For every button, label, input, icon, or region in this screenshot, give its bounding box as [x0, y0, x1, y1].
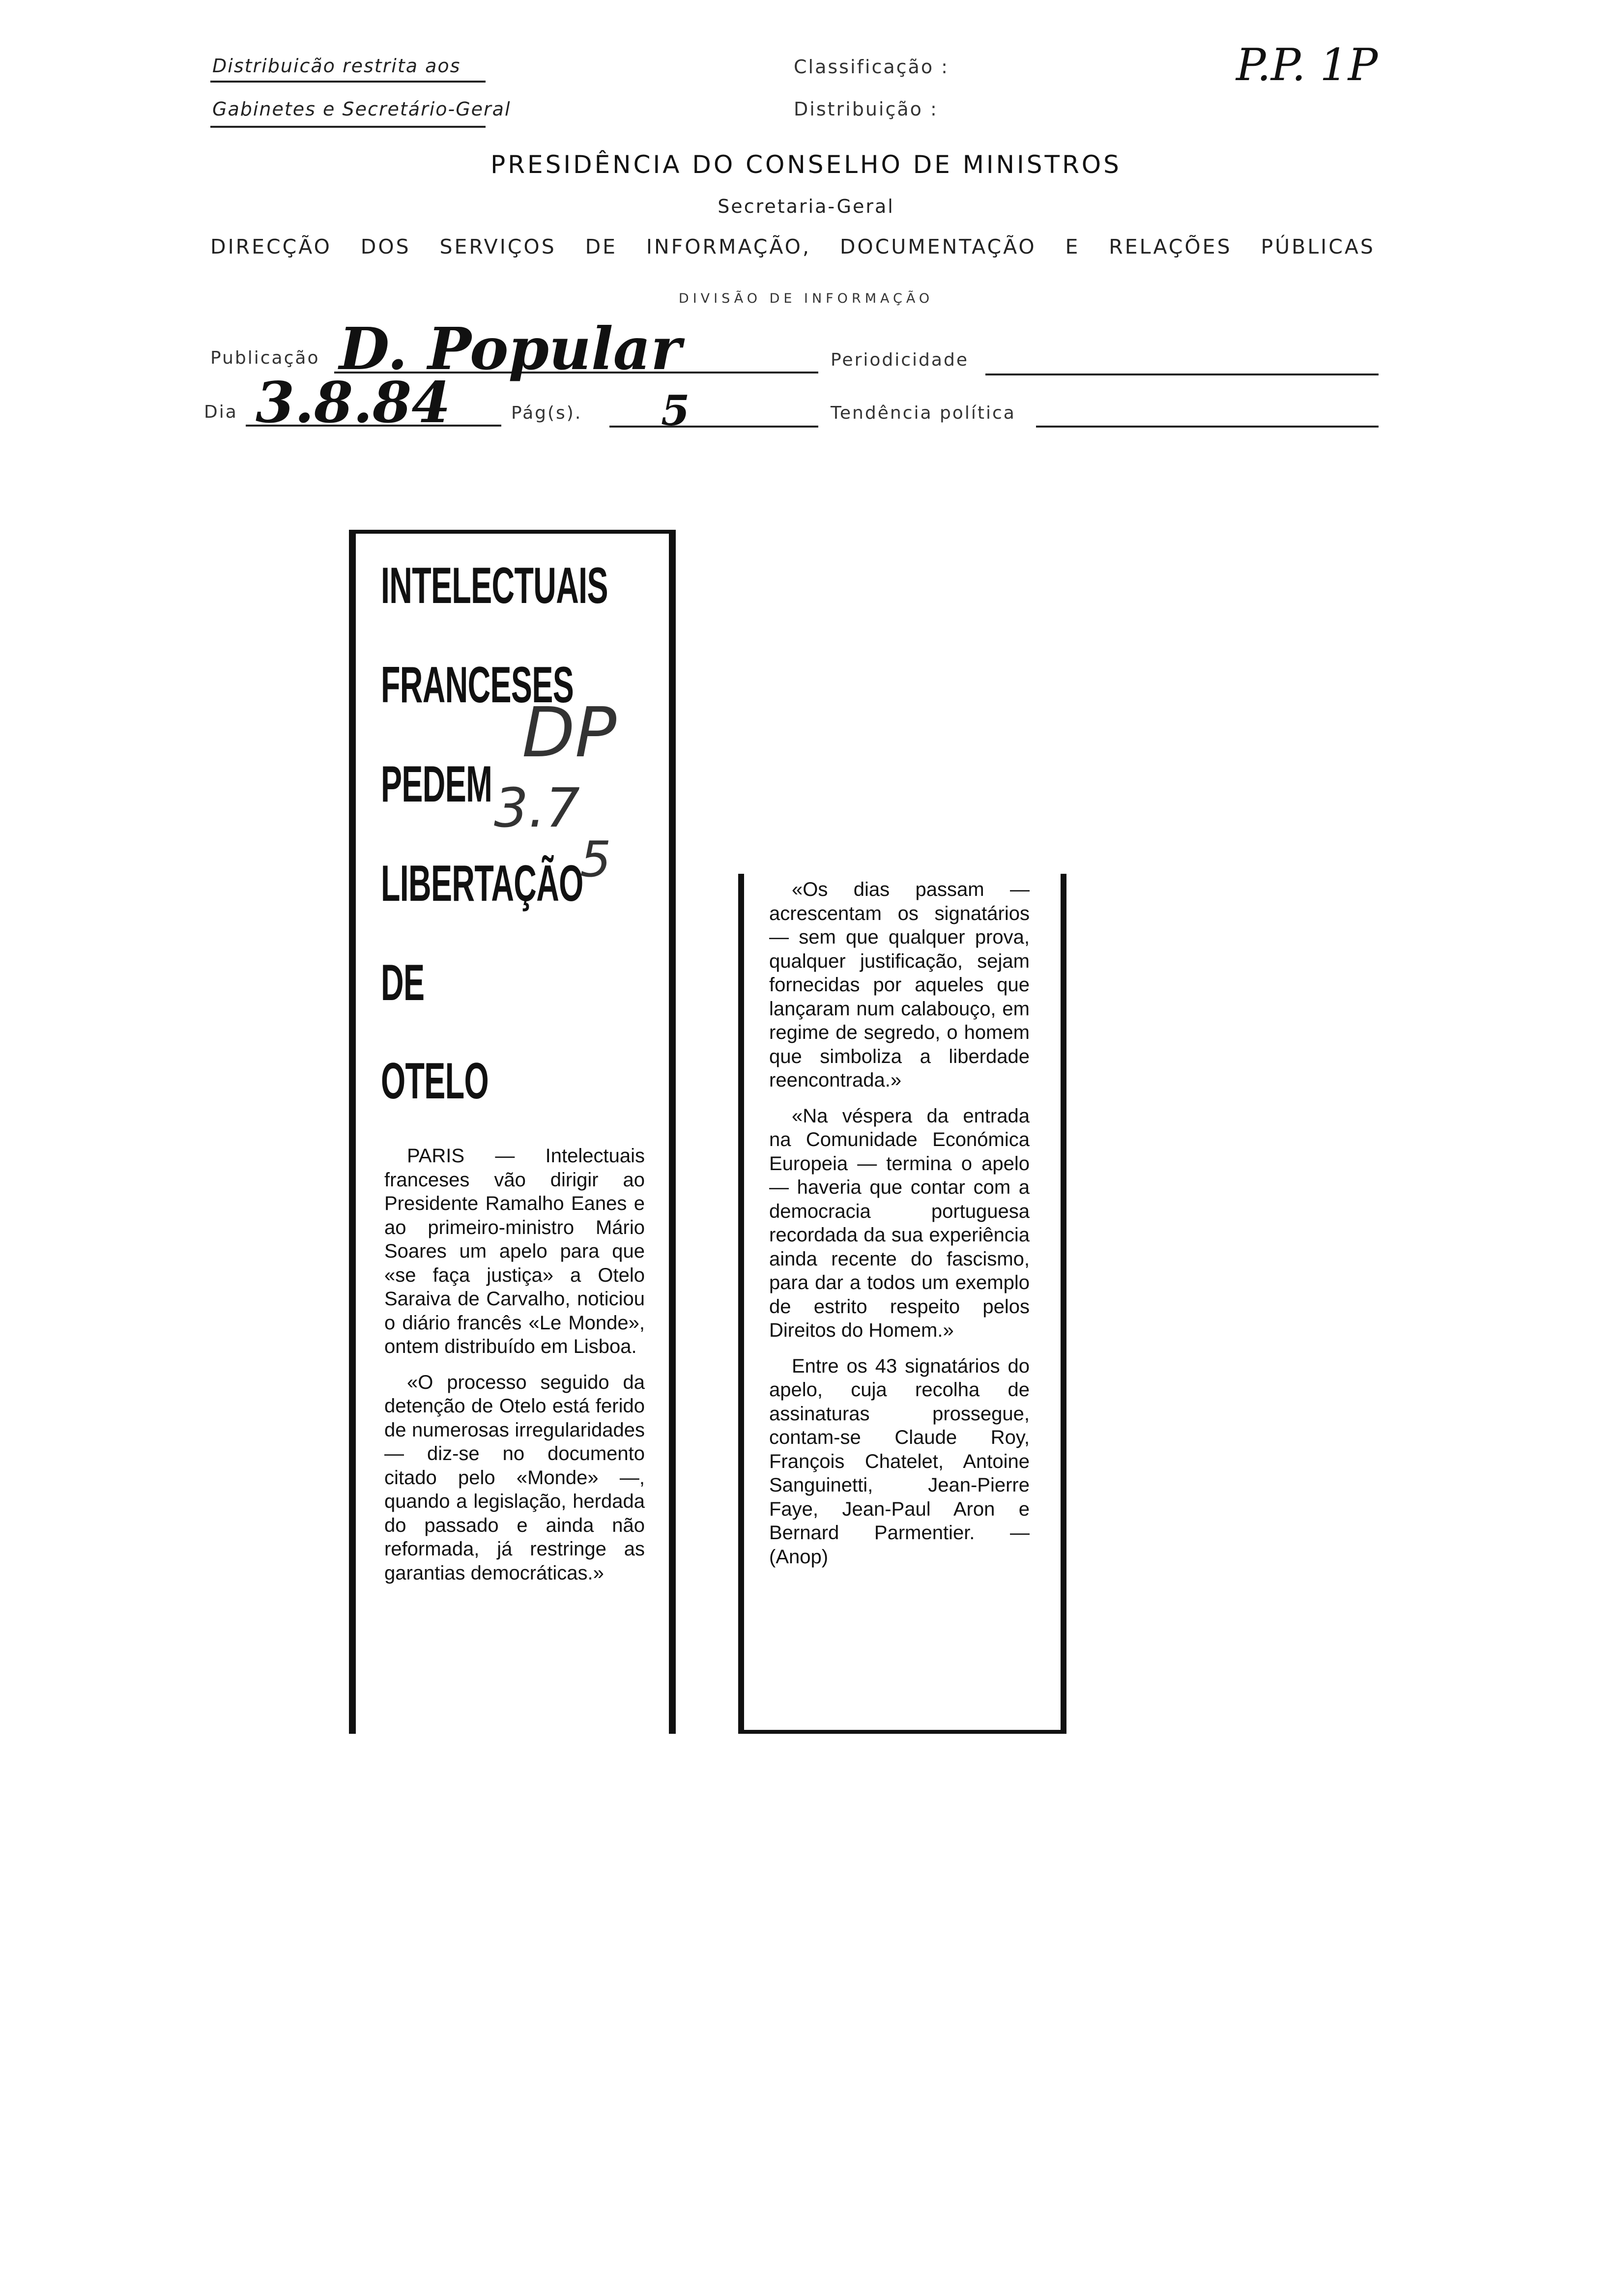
directorate-word: DE [585, 235, 618, 258]
article-paragraph: «Na véspera da entrada na Comunidade Económica Europeia — termina o apelo — haveria que contar com a democracia portuguesa recordada da sua experiência ainda recente do fascismo, para dar a todos um exemplo de estrito respeito pelos Direitos do Homem.» [769, 1105, 1030, 1341]
publication-label: Publicação [210, 348, 320, 368]
directorate-word: DOCUMENTAÇÃO [839, 235, 1036, 258]
article-paragraph: «Os dias passam — acrescentam os signatários — sem que qualquer prova, qualquer justificação, sejam fornecidas por aqueles que lançaram num calabouço, em regime de segredo, o homem que simboliza a liberdade reencontrada.» [769, 879, 1030, 1091]
distribution-note-underline [210, 81, 486, 83]
periodicity-label: Periodicidade [831, 350, 969, 370]
directorate-word: PÚBLICAS [1261, 235, 1375, 258]
distribution-note-line1: Distribuicão restrita aos [212, 55, 461, 77]
article-paragraph: Entre os 43 signatários do apelo, cuja recolha de assinaturas prossegue, contam-se Claude Roy, François Chatelet, Antoine Sanguinetti, Jean-Pierre Faye, Jean-Paul Aron e Bernard Parmentier. — (Anop) [769, 1355, 1030, 1568]
page-label: Pág(s). [511, 403, 582, 423]
article-paragraph: «O processo seguido da detenção de Otelo está ferido de numerosas irregularidades — diz-se no documento citado pelo «Monde» —, quando a legislação, herdada do passado e ainda não reformada, já restringe as garantias democráticas.» [384, 1371, 645, 1584]
political-tendency-label: Tendência política [831, 403, 1016, 423]
publication-handwritten-value: D. Popular [339, 315, 682, 383]
pencil-annotation-number: 3.7 [494, 776, 580, 839]
headline-line: INTELECTUAIS [381, 557, 608, 614]
article-column-2 [769, 878, 1030, 1580]
distribution-label: Distribuição : [794, 98, 938, 120]
day-label: Dia [204, 402, 238, 422]
pencil-annotation-number-2: 5 [580, 831, 611, 888]
headline-line: DE [381, 954, 425, 1011]
headline-line: PEDEM [381, 756, 492, 813]
periodicity-underline [985, 373, 1379, 375]
headline-line: FRANCESES [381, 657, 574, 714]
directorate-word: DOS [360, 235, 411, 258]
article-column-1 [384, 1144, 645, 1597]
page-underline [609, 426, 818, 428]
handwritten-reference-mark: P.P. 1P [1236, 39, 1378, 91]
day-handwritten-value: 3.8.84 [256, 370, 451, 435]
distribution-note-line2: Gabinetes e Secretário-Geral [212, 98, 511, 120]
page-handwritten-value: 5 [661, 386, 690, 435]
political-tendency-underline [1036, 426, 1379, 428]
division-title: DIVISÃO DE INFORMAÇÃO [678, 291, 934, 306]
headline-line: OTELO [381, 1053, 489, 1110]
distribution-note-underline-2 [210, 126, 486, 128]
directorate-word: DIRECÇÃO [210, 235, 332, 258]
classification-label: Classificação : [794, 56, 949, 78]
directorate-word: E [1065, 235, 1080, 258]
headline-line: LIBERTAÇÃO [381, 855, 583, 912]
pencil-annotation-dp: DP [522, 693, 617, 773]
ministry-title: PRESIDÊNCIA DO CONSELHO DE MINISTROS [490, 150, 1122, 179]
secretariat-title: Secretaria-Geral [718, 196, 894, 217]
directorate-word: INFORMAÇÃO, [646, 235, 811, 258]
article-paragraph: PARIS — Intelectuais franceses vão dirigir ao Presidente Ramalho Eanes e ao primeiro-ministro Mário Soares um apelo para que «se faça justiça» a Otelo Saraiva de Carvalho, noticiou o diário francês «Le Monde», ontem distribuído em Lisboa. [384, 1145, 645, 1357]
directorate-word: RELAÇÕES [1109, 235, 1232, 258]
directorate-word: SERVIÇOS [439, 235, 556, 258]
directorate-title [210, 235, 1375, 258]
